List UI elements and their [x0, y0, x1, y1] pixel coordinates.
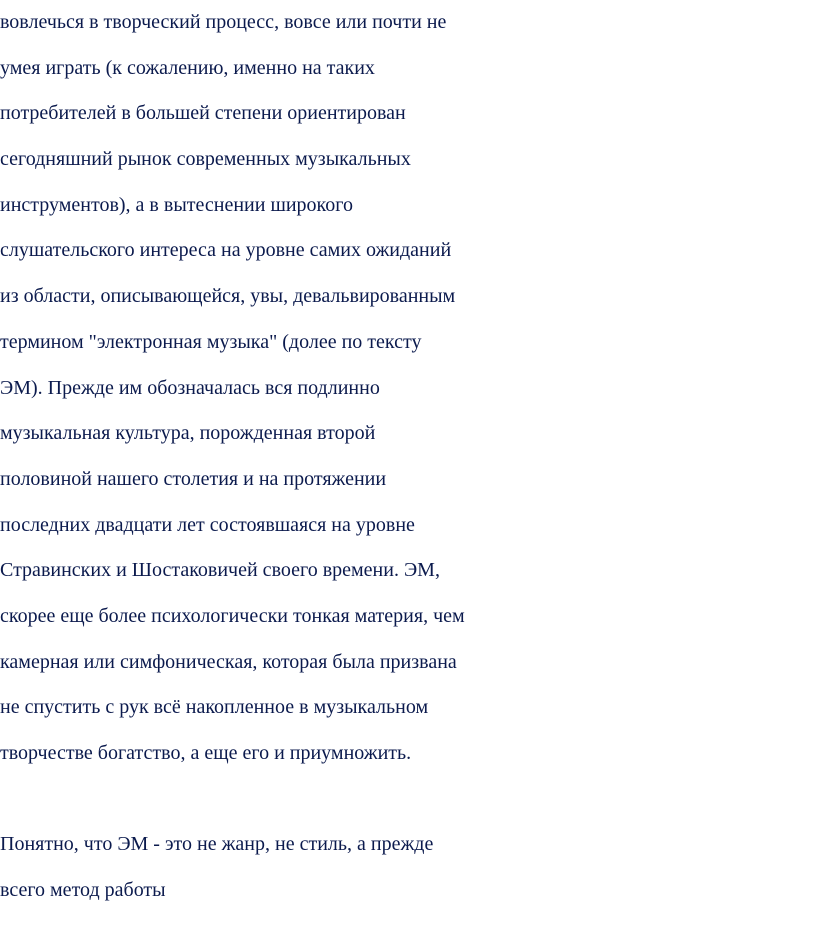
text-line: Понятно, что ЭМ - это не жанр, не стиль, а прежде	[0, 833, 434, 856]
text-line: инструментов), а в вытеснении широкого	[0, 193, 353, 216]
text-line: творчестве богатство, а еще его и приумножить.	[0, 742, 412, 764]
paragraph-2	[0, 822, 816, 913]
text-line: потребителей в большей степени ориентирован	[0, 102, 406, 125]
text-line: всего метод работы	[0, 879, 166, 902]
text-line: скорее еще более психологически тонкая материя, чем	[0, 604, 465, 627]
text-line: вовлечься в творческий процесс, вовсе или почти не	[0, 11, 447, 33]
text-line: Стравинских и Шостаковичей своего времени. ЭМ,	[0, 559, 440, 582]
text-line: камерная или симфоническая, которая была призвана	[0, 650, 457, 673]
text-line: музыкальная культура, порожденная второй	[0, 422, 376, 445]
text-line: половиной нашего столетия и на протяжении	[0, 467, 387, 490]
text-line: слушательского интереса на уровне самих ожиданий	[0, 239, 452, 262]
text-line: не спустить с рук всё накопленное в музыкальном	[0, 696, 429, 719]
text-line: термином "электронная музыка" (долее по тексту	[0, 330, 422, 353]
paragraph-spacer	[0, 777, 816, 823]
text-line: последних двадцати лет состоявшаяся на уровне	[0, 513, 415, 536]
text-line: из области, описывающейся, увы, девальвированным	[0, 285, 456, 308]
text-line: ЭМ). Прежде им обозначалась вся подлинно	[0, 376, 380, 399]
text-line: умея играть (к сожалению, именно на таких	[0, 56, 375, 79]
text-line: сегодняшний рынок современных музыкальных	[0, 148, 411, 171]
